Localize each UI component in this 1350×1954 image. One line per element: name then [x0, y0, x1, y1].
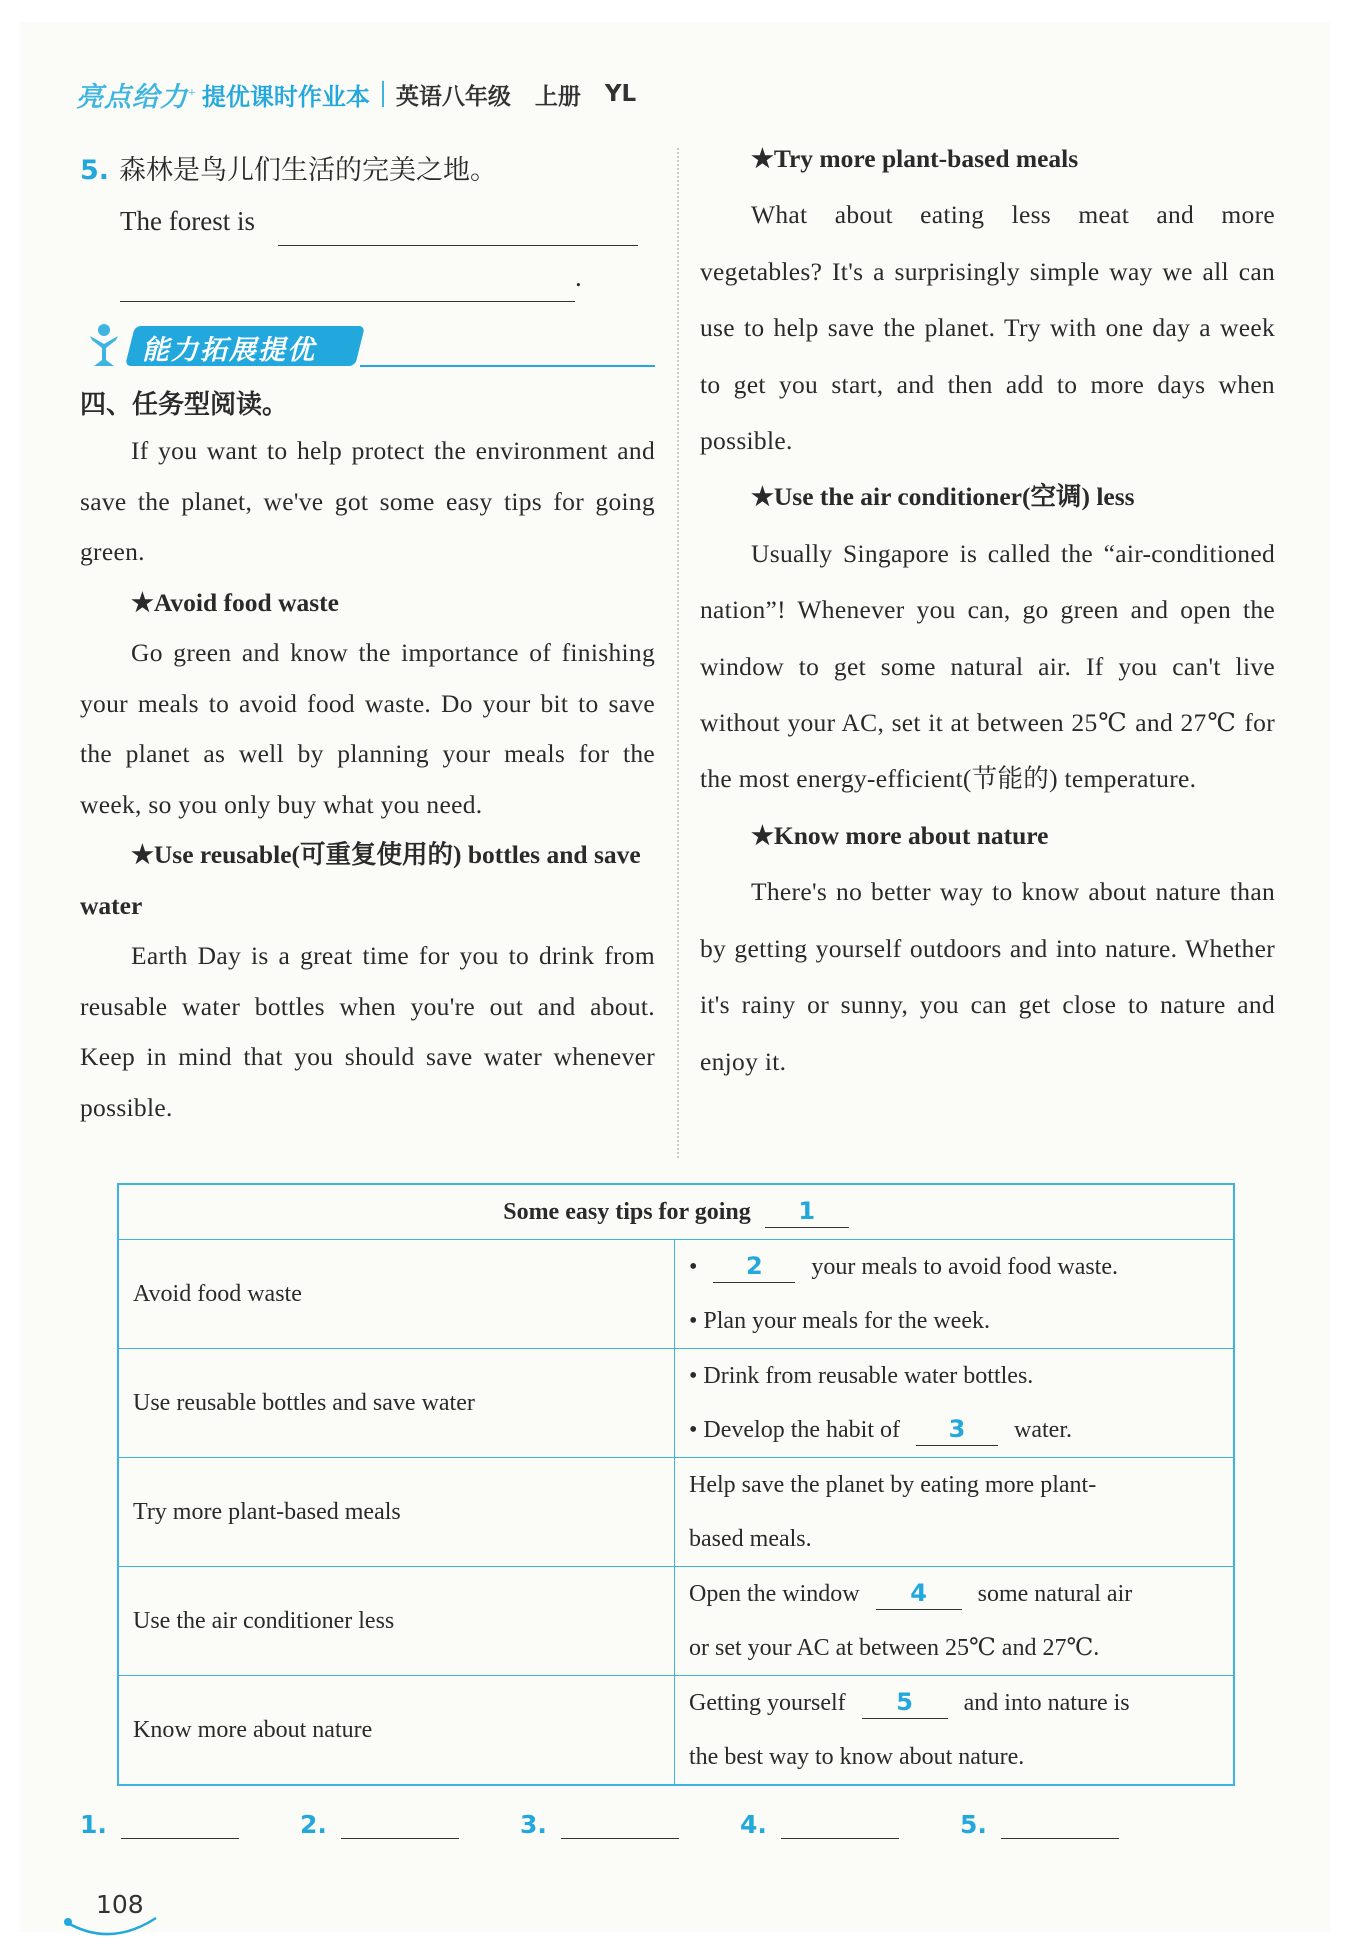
brand-sup: +: [188, 86, 196, 101]
table-row: [118, 1349, 1234, 1458]
row-detail-text: water.: [1014, 1417, 1072, 1443]
row-detail-text: • Plan your meals for the week.: [689, 1308, 990, 1334]
row-detail-text: your meals to avoid food waste.: [811, 1254, 1119, 1280]
answer-number: 2.: [300, 1810, 327, 1839]
right-column: [700, 145, 1275, 1090]
subject-label: 英语八年级: [395, 83, 511, 110]
row-detail: [675, 1458, 1235, 1567]
table-blank-4[interactable]: 4: [876, 1577, 962, 1610]
tip-heading: ★Use reusable(可重复使用的) bottles and save water: [80, 840, 641, 920]
table-blank-2[interactable]: 2: [713, 1250, 795, 1283]
tip-heading: ★Use the air conditioner(空调) less: [751, 482, 1135, 512]
row-detail-text: based meals.: [689, 1526, 812, 1552]
row-detail-text: Open the window: [689, 1581, 860, 1607]
answer-row: [80, 1810, 1180, 1839]
banner-underline: [360, 365, 655, 367]
answer-blank[interactable]: [278, 245, 638, 246]
row-topic: Know more about nature: [118, 1676, 675, 1786]
volume-label: 上册: [534, 83, 581, 110]
answer-blank[interactable]: [561, 1812, 679, 1839]
row-detail-text: Help save the planet by eating more plant-: [689, 1472, 1097, 1498]
row-topic: Try more plant-based meals: [118, 1458, 675, 1567]
passage-intro: If you want to help protect the environment and save the planet, we've got some easy tips for going green.: [80, 436, 655, 566]
page-number-text: 108: [96, 1890, 144, 1919]
row-topic: Avoid food waste: [118, 1240, 675, 1349]
answer-blank[interactable]: [341, 1812, 459, 1839]
table-row: [118, 1458, 1234, 1567]
answer-blank[interactable]: [121, 1812, 239, 1839]
brand-logo: 亮点给力: [76, 81, 188, 113]
trophy-icon: [84, 322, 124, 368]
answer-number: 1.: [80, 1810, 107, 1839]
row-detail: [675, 1349, 1235, 1458]
page-header: [76, 74, 636, 114]
edition-label: YL: [604, 81, 637, 107]
question-stem: The forest is: [120, 206, 255, 236]
swoosh-icon: [60, 1914, 160, 1940]
row-topic: Use the air conditioner less: [118, 1567, 675, 1676]
answer-item: [520, 1810, 740, 1839]
tip-heading: ★Try more plant-based meals: [751, 144, 1079, 173]
tip-body: There's no better way to know about nature than by getting yourself outdoors and into nature. Whether it's rainy or sunny, you can get close to nature and enjoy it.: [700, 877, 1275, 1076]
answer-item: [300, 1810, 520, 1839]
tip-body: Usually Singapore is called the “air-conditioned nation”! Whenever you can, go green and open the window to get some natural air. If you can't live without your AC, set it at between 25℃ and 27℃ for the most energy-efficient(节能的) temperature.: [700, 538, 1275, 794]
table-blank-3[interactable]: 3: [916, 1413, 998, 1446]
row-detail-text: and into nature is: [963, 1690, 1130, 1716]
question-prompt: 森林是鸟儿们生活的完美之地。: [119, 155, 498, 186]
row-detail-text: or set your AC at between 25℃ and 27℃.: [689, 1635, 1100, 1661]
tip-body: Earth Day is a great time for you to drink from reusable water bottles when you're out and about. Keep in mind that you should save water whenever possible.: [80, 941, 655, 1122]
column-divider: [677, 148, 679, 1158]
bullet: •: [689, 1254, 698, 1280]
row-detail: [675, 1567, 1235, 1676]
row-detail-text: some natural air: [977, 1581, 1133, 1607]
answer-number: 3.: [520, 1810, 547, 1839]
section-banner: [80, 322, 655, 368]
question-end: .: [575, 262, 582, 292]
answer-number: 5.: [960, 1810, 987, 1839]
tip-heading: ★Avoid food waste: [131, 587, 339, 617]
table-blank-5[interactable]: 5: [862, 1686, 948, 1719]
question-5: [80, 145, 655, 302]
row-detail-text: • Develop the habit of: [689, 1417, 901, 1443]
series-title: 提优课时作业本: [201, 82, 370, 111]
row-detail-text: • Drink from reusable water bottles.: [689, 1363, 1034, 1389]
tip-heading: ★Know more about nature: [751, 820, 1049, 850]
banner-title: 能力拓展提优: [142, 335, 316, 366]
row-detail: [675, 1676, 1235, 1786]
question-number: 5.: [80, 155, 110, 186]
answer-number: 4.: [740, 1810, 767, 1839]
table-blank-1[interactable]: 1: [765, 1195, 849, 1228]
task-title: 四、任务型阅读。: [80, 390, 289, 420]
header-separator: [382, 81, 384, 107]
table-row: [118, 1676, 1234, 1786]
row-topic: Use reusable bottles and save water: [118, 1349, 675, 1458]
row-detail: [675, 1240, 1235, 1349]
row-detail-text: the best way to know about nature.: [689, 1744, 1025, 1770]
answer-blank[interactable]: [781, 1812, 899, 1839]
answer-item: [960, 1810, 1180, 1839]
table-title-text: Some easy tips for going: [503, 1199, 751, 1225]
answer-item: [80, 1810, 300, 1839]
answer-blank[interactable]: [1001, 1812, 1119, 1839]
table-row: [118, 1240, 1234, 1349]
answer-item: [740, 1810, 960, 1839]
row-detail-text: Getting yourself: [689, 1690, 846, 1716]
left-column: [80, 145, 655, 1133]
tip-body: What about eating less meat and more vegetables? It's a surprisingly simple way we all can use to help save the planet. Try with one day a week to get you start, and then add to more days when possible.: [700, 200, 1275, 456]
table-row: [118, 1567, 1234, 1676]
answer-blank[interactable]: [120, 301, 575, 302]
table-title: [118, 1184, 1234, 1240]
page-number: [60, 1890, 144, 1919]
summary-table: [117, 1183, 1235, 1786]
tip-body: Go green and know the importance of finishing your meals to avoid food waste. Do your bit to save the planet as well by planning your meals for the week, so you only buy what you need.: [80, 638, 655, 819]
